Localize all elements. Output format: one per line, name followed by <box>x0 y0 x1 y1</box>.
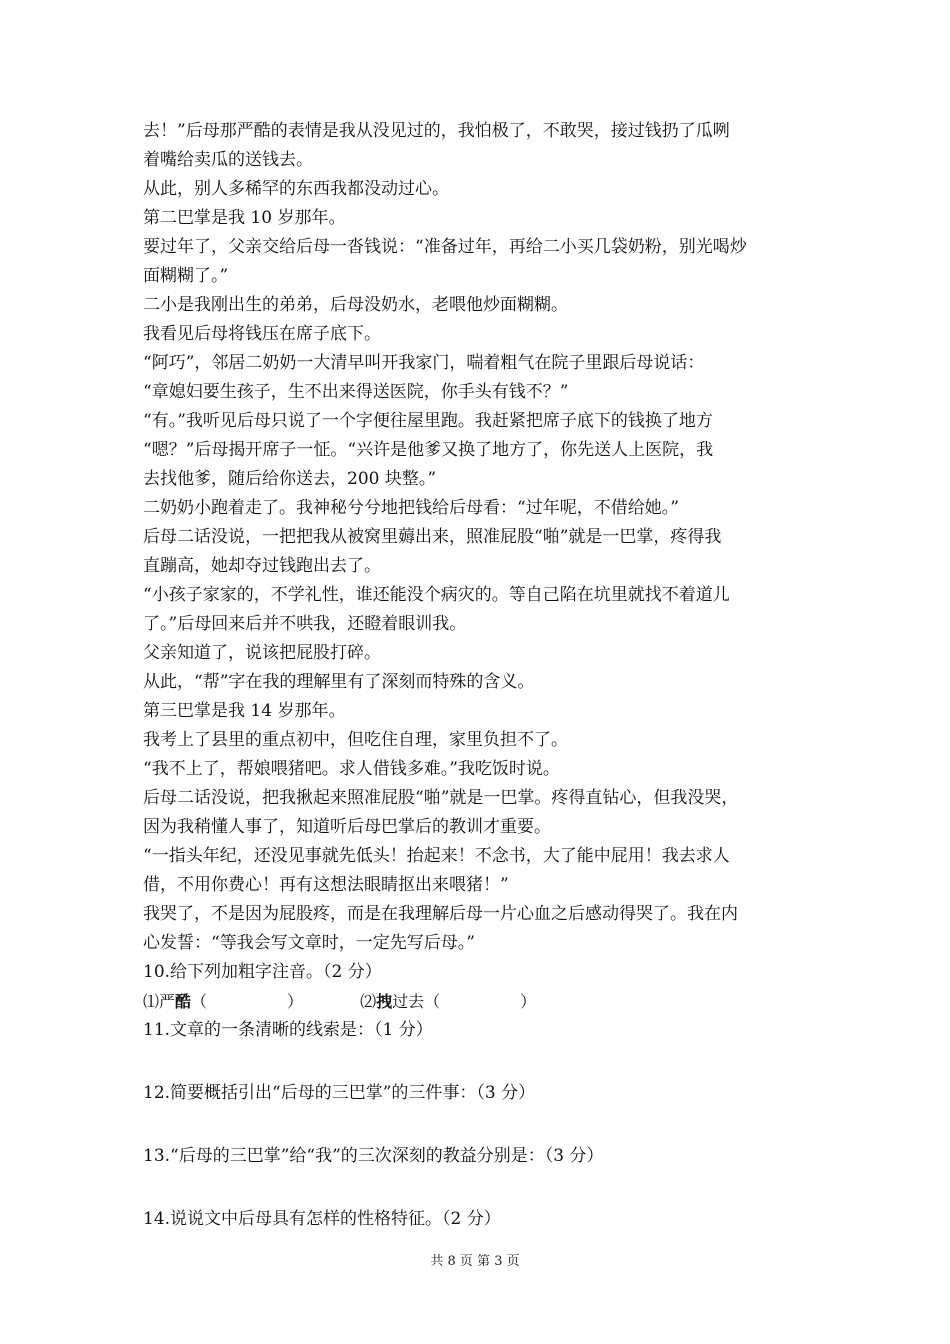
q10-item-2-prefix: ⑵ <box>360 992 377 1011</box>
passage-line: 第三巴掌是我 14 岁那年。 <box>143 701 346 721</box>
document-body <box>143 117 811 1234</box>
passage-line: 去！”后母那严酷的表情是我从没见过的，我怕极了，不敢哭，接过钱扔了瓜咧 <box>143 121 730 141</box>
passage-line: “有。”我听见后母只说了一个字便往屋里跑。我赶紧把席子底下的钱换了地方 <box>143 411 713 431</box>
passage-line: “嗯？”后母揭开席子一怔。“兴许是他爹又换了地方了，你先送人上医院，我 <box>143 440 714 460</box>
passage <box>143 117 811 958</box>
passage-line: 从此，“帮”字在我的理解里有了深刻而特殊的含义。 <box>143 672 535 692</box>
q10-item-1 <box>143 987 303 1016</box>
question-14: 14.说说文中后母具有怎样的性格特征。（2 分） <box>143 1209 501 1229</box>
passage-line: 我看见后母将钱压在席子底下。 <box>143 324 381 344</box>
passage-line: 心发誓：“等我会写文章时，一定先写后母。” <box>143 933 475 953</box>
q10-item-1-bold-char: 酷 <box>175 992 192 1011</box>
passage-line: 我哭了，不是因为屁股疼，而是在我理解后母一片心血之后感动得哭了。我在内 <box>143 904 738 924</box>
passage-line: 因为我稍懂人事了，知道听后母巴掌后的教训才重要。 <box>143 817 551 837</box>
q10-item-2-suffix: 过去（ ） <box>392 992 537 1011</box>
passage-line: 要过年了，父亲交给后母一沓钱说：“准备过年，再给二小买几袋奶粉，别光喝炒 <box>143 237 747 257</box>
passage-line: 从此，别人多稀罕的东西我都没动过心。 <box>143 179 449 199</box>
passage-line: 我考上了县里的重点初中，但吃住自理，家里负担不了。 <box>143 730 568 750</box>
question-12: 12.简要概括引出“后母的三巴掌”的三件事：（3 分） <box>143 1083 536 1103</box>
questions <box>143 958 811 1234</box>
passage-line: 了。”后母回来后并不哄我，还瞪着眼训我。 <box>143 614 467 634</box>
passage-line: 父亲知道了，说该把屁股打碎。 <box>143 643 381 663</box>
passage-line: 直蹦高，她却夺过钱跑出去了。 <box>143 556 381 576</box>
passage-line: “我不上了，帮娘喂猪吧。求人借钱多难。”我吃饭时说。 <box>143 759 560 779</box>
passage-line: “阿巧”，邻居二奶奶一大清早叫开我家门，喘着粗气在院子里跟后母说话： <box>143 353 705 373</box>
passage-line: 借，不用你费心！再有这想法眼睛抠出来喂猪！” <box>143 875 509 895</box>
q10-item-1-prefix: ⑴严 <box>143 992 176 1011</box>
page-footer: 共 8 页 第 3 页 <box>430 1254 520 1269</box>
passage-line: 二奶奶小跑着走了。我神秘兮兮地把钱给后母看：“过年呢，不借给她。” <box>143 498 679 518</box>
q10-item-1-blank: （ ） <box>191 992 304 1011</box>
passage-line: “小孩子家家的，不学礼性，谁还能没个病灾的。等自己陷在坑里就找不着道儿 <box>143 585 730 605</box>
passage-line: 二小是我刚出生的弟弟，后母没奶水，老喂他炒面糊糊。 <box>143 295 568 315</box>
passage-line: “章媳妇要生孩子，生不出来得送医院，你手头有钱不？” <box>143 382 569 402</box>
q10-item-2-bold-char: 拽 <box>376 992 393 1011</box>
passage-line: 第二巴掌是我 10 岁那年。 <box>143 208 346 228</box>
passage-line: 后母二话没说，一把把我从被窝里薅出来，照准屁股“啪”就是一巴掌，疼得我 <box>143 527 722 547</box>
passage-line: 后母二话没说，把我揪起来照准屁股“啪”就是一巴掌。疼得直钻心，但我没哭， <box>143 788 739 808</box>
question-10-items <box>143 987 811 1016</box>
question-13: 13.“后母的三巴掌”给“我”的三次深刻的教益分别是：（3 分） <box>143 1146 604 1166</box>
passage-line: 面糊糊了。” <box>143 266 229 286</box>
question-11: 11.文章的一条清晰的线索是：（1 分） <box>143 1020 433 1040</box>
passage-line: 着嘴给卖瓜的送钱去。 <box>143 150 313 170</box>
passage-line: “一指头年纪，还没见事就先低头！抬起来！不念书，大了能中屁用！我去求人 <box>143 846 730 866</box>
question-10: 10.给下列加粗字注音。（2 分） <box>143 962 382 982</box>
passage-line: 去找他爹，随后给你送去，200 块整。” <box>143 469 437 489</box>
q10-item-2 <box>360 987 536 1016</box>
